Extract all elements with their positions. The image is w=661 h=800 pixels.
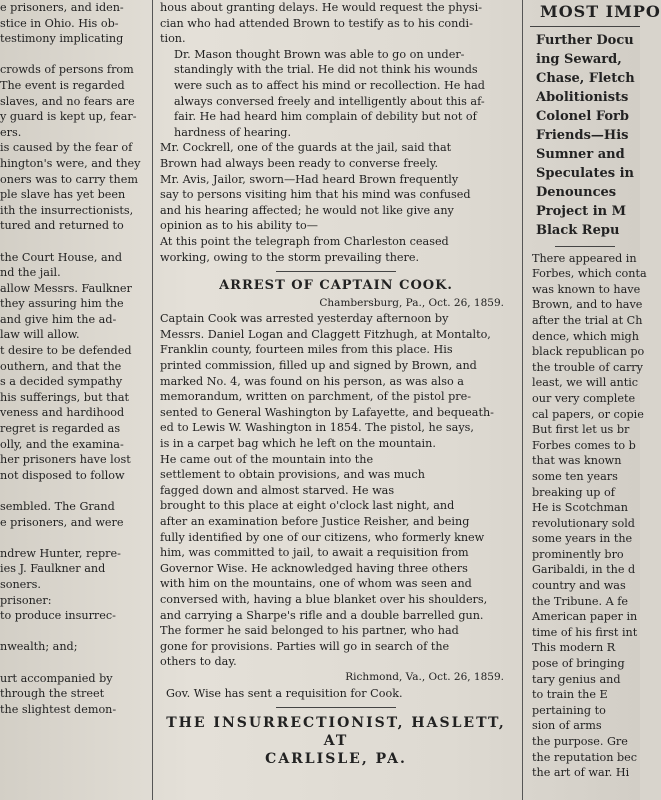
paragraph-requisition: Gov. Wise has sent a requisition for Cook. xyxy=(166,686,403,700)
text-line: urt accompanied by xyxy=(0,671,113,685)
text-line: through the street xyxy=(0,687,105,701)
text-line: hardness of hearing. xyxy=(174,125,292,139)
text-line xyxy=(0,624,146,640)
text-line: Garibaldi, in the d xyxy=(532,563,636,577)
text-line: is in a carpet bag which he left on the mountain. xyxy=(160,437,436,451)
paragraph-cockrell xyxy=(160,140,512,171)
text-line: country and was xyxy=(532,579,626,593)
text-line: to produce insurrec- xyxy=(0,609,116,623)
text-line: revolutionary sold xyxy=(532,516,635,530)
text-line: pertaining to xyxy=(532,703,606,717)
text-line: others to day. xyxy=(160,655,237,669)
text-line: Forbes comes to b xyxy=(532,438,636,452)
text-line: memorandum, written on parchment, of the pistol pre- xyxy=(160,390,472,404)
right-column-body xyxy=(530,251,647,781)
headline-haslett-l1: THE INSURRECTIONIST, HASLETT, AT xyxy=(166,715,506,750)
text-line: Messrs. Daniel Logan and Claggett Fitzhugh, at Montalto, xyxy=(160,327,491,341)
text-line: crowds of persons from xyxy=(0,63,134,77)
text-line: to train the E xyxy=(532,688,608,702)
text-line: This modern R xyxy=(532,641,616,655)
text-line: not disposed to follow xyxy=(0,468,125,482)
text-line: law will allow. xyxy=(0,328,80,342)
right-headline-line: Black Repu xyxy=(536,222,620,238)
text-line: nwealth; and; xyxy=(0,640,78,654)
text-line: Franklin county, fourteen miles from this place. His xyxy=(160,343,453,357)
text-line: allow Messrs. Faulkner xyxy=(0,281,132,295)
text-line: The event is regarded xyxy=(0,78,125,92)
text-line: after the trial at Ch xyxy=(532,313,643,327)
section-divider xyxy=(276,271,396,272)
text-line: and give him the ad- xyxy=(0,312,117,326)
paragraph-dr-mason xyxy=(160,47,512,141)
text-line: is caused by the fear of xyxy=(0,141,133,155)
right-headline-line: Colonel Forb xyxy=(536,108,629,124)
text-line: ith the insurrectionists, xyxy=(0,203,134,217)
text-line: settlement to obtain provisions, and was much xyxy=(160,468,425,482)
text-line: him, was committed to jail, to await a requisition from xyxy=(160,546,469,560)
text-line: fagged down and almost starved. He was xyxy=(160,483,395,497)
paragraph-avis xyxy=(160,172,512,234)
text-line: cal papers, or copie xyxy=(532,407,644,421)
text-line: There appeared in xyxy=(532,251,637,265)
text-line: stice in Ohio. His ob- xyxy=(0,16,119,30)
text-line: tured and returned to xyxy=(0,219,124,233)
text-line: her prisoners have lost xyxy=(0,453,131,467)
right-column xyxy=(530,0,661,800)
text-line: our very complete xyxy=(532,391,636,405)
text-line: the reputation bec xyxy=(532,750,637,764)
text-line: gone for provisions. Parties will go in search of the xyxy=(160,639,450,653)
text-line: Dr. Mason thought Brown was able to go on under- xyxy=(174,47,465,61)
paragraph-arrest xyxy=(160,311,512,670)
right-headline-line: Denounces xyxy=(536,184,617,200)
headline-arrest-cook: ARREST OF CAPTAIN COOK. xyxy=(219,278,453,294)
headline-haslett-l2: CARLISLE, PA. xyxy=(265,751,407,768)
text-line: Brown had always been ready to converse freely. xyxy=(160,156,439,170)
text-line xyxy=(0,655,146,671)
text-line: was known to have xyxy=(532,282,641,296)
text-line: slaves, and no fears are xyxy=(0,94,135,108)
text-line: e prisoners, and iden- xyxy=(0,1,124,14)
text-line: nd the jail. xyxy=(0,266,61,280)
right-headline-line: Chase, Fletch xyxy=(536,70,635,86)
text-line: Brown, and to have xyxy=(532,298,643,312)
text-line: veness and hardihood xyxy=(0,406,125,420)
text-line: marked No. 4, was found on his person, as was also a xyxy=(160,374,464,388)
text-line: printed commission, filled up and signed by Brown, and xyxy=(160,359,477,373)
text-line: tion. xyxy=(160,32,186,46)
right-headline-line: Abolitionists xyxy=(536,89,629,105)
text-line: cian who had attended Brown to testify as to his condi- xyxy=(160,16,473,30)
paragraph-delays xyxy=(160,0,512,47)
text-line: soners. xyxy=(0,577,41,591)
middle-column xyxy=(160,0,512,800)
text-line: with him on the mountains, one of whom was seen and xyxy=(160,577,472,591)
text-line: testimony implicating xyxy=(0,32,124,46)
text-line: least, we will antic xyxy=(532,376,639,390)
text-line: olly, and the examina- xyxy=(0,437,124,451)
text-line: ed to Lewis W. Washington in 1854. The pistol, he says, xyxy=(160,421,474,435)
text-line: He came out of the mountain into the xyxy=(160,452,374,466)
text-line: sion of arms xyxy=(532,719,602,733)
text-line: outhern, and that the xyxy=(0,359,122,373)
text-line: that was known xyxy=(532,454,622,468)
text-line: time of his first int xyxy=(532,625,638,639)
text-line: and his hearing affected; he would not like give any xyxy=(160,203,454,217)
text-line: sembled. The Grand xyxy=(0,500,115,513)
text-line xyxy=(0,234,146,250)
text-line: prisoner: xyxy=(0,593,52,607)
text-line xyxy=(0,530,146,546)
text-line: Mr. Cockrell, one of the guards at the jail, said that xyxy=(160,141,452,155)
text-line: American paper in xyxy=(532,610,638,624)
section-divider-2 xyxy=(276,707,396,708)
text-line: Captain Cook was arrested yesterday afternoon by xyxy=(160,312,449,326)
right-headline-line: Sumner and xyxy=(536,146,625,162)
text-line: e prisoners, and were xyxy=(0,515,124,529)
text-line: tary genius and xyxy=(532,672,621,686)
text-line: sented to General Washington by Lafayette, and bequeath- xyxy=(160,405,494,419)
text-line: the art of war. Hi xyxy=(532,766,630,780)
text-line: were such as to affect his mind or recollection. He had xyxy=(174,78,485,92)
text-line: t desire to be defended xyxy=(0,344,132,358)
text-line: y guard is kept up, fear- xyxy=(0,110,137,124)
text-line: dence, which migh xyxy=(532,329,639,343)
text-line: regret is regarded as xyxy=(0,422,121,436)
right-headline-line: Speculates in xyxy=(536,165,634,181)
text-line: prominently bro xyxy=(532,547,624,561)
text-line: Governor Wise. He acknowledged having three others xyxy=(160,561,468,575)
text-line: standingly with the trial. He did not think his wounds xyxy=(174,63,478,77)
text-line: always conversed freely and intelligently about this af- xyxy=(174,94,485,108)
text-line: the slightest demon- xyxy=(0,702,117,716)
text-line: pose of bringing xyxy=(532,657,625,671)
dateline-richmond: Richmond, Va., Oct. 26, 1859. xyxy=(345,670,504,683)
text-line: say to persons visiting him that his mind was confused xyxy=(160,188,471,202)
column-rule-right xyxy=(522,0,523,800)
text-line: his sufferings, but that xyxy=(0,390,130,404)
column-rule-left xyxy=(152,0,153,800)
text-line: He is Scotchman xyxy=(532,501,628,515)
text-line xyxy=(0,47,146,63)
text-line: black republican po xyxy=(532,345,645,359)
text-line: hington's were, and they xyxy=(0,156,141,170)
dateline-chambersburg: Chambersburg, Pa., Oct. 26, 1859. xyxy=(319,296,504,309)
text-line: breaking up of xyxy=(532,485,615,499)
text-line: the Court House, and xyxy=(0,250,122,264)
text-line: they assuring him the xyxy=(0,297,124,311)
text-line: ndrew Hunter, repre- xyxy=(0,546,121,560)
left-column xyxy=(0,0,146,800)
text-line: fully identified by one of our citizens, who formerly knew xyxy=(160,530,485,544)
text-line: and carrying a Sharpe's rifle and a double barrelled gun. xyxy=(160,608,484,622)
text-line: some ten years xyxy=(532,469,618,483)
text-line: The former he said belonged to his partner, who had xyxy=(160,624,459,638)
right-column-title: MOST IMPO xyxy=(530,0,640,27)
text-line: ers. xyxy=(0,125,22,139)
right-headline-line: ing Seward, xyxy=(536,51,622,67)
text-line: fair. He had heard him complain of debility but not of xyxy=(174,110,477,124)
text-line: oners was to carry them xyxy=(0,172,138,186)
text-line: the Tribune. A fe xyxy=(532,594,628,608)
text-line: Mr. Avis, Jailor, sworn—Had heard Brown frequently xyxy=(160,172,459,186)
text-line: the purpose. Gre xyxy=(532,735,628,748)
text-line xyxy=(0,483,146,499)
paragraph-telegraph xyxy=(160,234,512,265)
text-line: some years in the xyxy=(532,532,633,546)
text-line: working, owing to the storm prevailing there. xyxy=(160,250,420,264)
text-line: s a decided sympathy xyxy=(0,375,123,389)
text-line: hous about granting delays. He would request the physi- xyxy=(160,1,483,14)
text-line: after an examination before Justice Reisher, and being xyxy=(160,515,470,528)
right-divider xyxy=(555,246,615,247)
text-line: brought to this place at eight o'clock last night, and xyxy=(160,499,455,513)
text-line: the trouble of carry xyxy=(532,360,643,374)
text-line: Forbes, which conta xyxy=(532,267,647,281)
right-column-headlines xyxy=(530,27,640,244)
right-headline-line: Friends—His xyxy=(536,127,629,143)
text-line: ies J. Faulkner and xyxy=(0,562,106,576)
text-line: But first let us br xyxy=(532,423,630,437)
right-headline-line: Project in M xyxy=(536,203,627,219)
text-line: ple slave has yet been xyxy=(0,188,126,202)
text-line: At this point the telegraph from Charleston ceased xyxy=(160,234,449,248)
text-line: opinion as to his ability to— xyxy=(160,219,318,233)
right-headline-line: Further Docu xyxy=(536,32,634,48)
text-line: conversed with, having a blue blanket over his shoulders, xyxy=(160,592,488,606)
